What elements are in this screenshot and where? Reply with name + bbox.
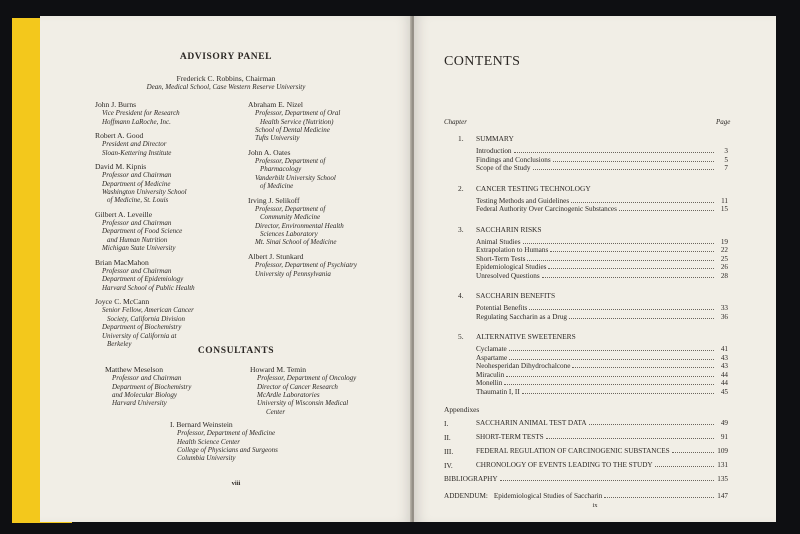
- member-affiliation-line: Professor, Department of Psychiatry: [255, 261, 358, 270]
- toc-entry-page: 33: [720, 304, 728, 312]
- member-affiliation-line: Department of Medicine: [102, 179, 171, 188]
- toc-entry-page: 11: [721, 196, 728, 205]
- toc-entry: [476, 205, 728, 213]
- member-affiliation-line: Professor, Department of: [255, 204, 326, 213]
- toc-entry-page: 26: [720, 263, 728, 271]
- consultant-name: Matthew Meselson: [105, 365, 163, 374]
- chapter-title: CANCER TESTING TECHNOLOGY: [476, 183, 591, 193]
- chapter-label: Chapter: [444, 118, 467, 126]
- advisory-panel-title: ADVISORY PANEL: [179, 52, 273, 62]
- panel-member: [95, 210, 245, 253]
- toc-entry-page: 15: [720, 205, 728, 213]
- chair-affiliation: Dean, Medical School, Case Western Reserve University: [146, 83, 306, 91]
- affiliation-line: University of Wisconsin Medical: [257, 399, 349, 408]
- addendum-page: 147: [717, 492, 728, 500]
- toc-entry: [476, 371, 728, 379]
- toc-entry: [476, 255, 728, 263]
- toc-entry: [476, 197, 728, 205]
- toc-entry-page: 22: [720, 246, 728, 254]
- toc-entry: [476, 304, 728, 312]
- member-affiliation-line: Vanderbilt University School: [255, 173, 336, 182]
- toc-entry: [476, 313, 728, 321]
- member-affiliation-line: Department of Food Science: [102, 227, 183, 236]
- member-name: Irving J. Selikoff: [248, 195, 300, 205]
- toc-entry-title: Thaumatin I, II: [476, 387, 520, 396]
- toc-entry-title: Potential Benefits: [476, 304, 528, 312]
- consultants-title: CONSULTANTS: [197, 346, 275, 356]
- dot-leader: [533, 168, 715, 170]
- consultant-name: I. Bernard Weinstein: [170, 420, 233, 429]
- chapter-title: SUMMARY: [476, 134, 514, 143]
- dot-leader: [500, 479, 714, 481]
- member-affiliation-line: Sciences Laboratory: [260, 230, 318, 239]
- toc-entry-page: 19: [720, 237, 728, 246]
- dot-leader: [506, 375, 714, 377]
- appendix-number: IV.: [444, 461, 453, 470]
- toc-entry: [476, 156, 728, 164]
- member-affiliation-line: Senior Fellow, American Cancer: [102, 306, 194, 315]
- toc-entry-title: Animal Studies: [476, 237, 521, 246]
- member-affiliation-line: Pharmacology: [260, 165, 302, 174]
- member-affiliation-line: Professor and Chairman: [102, 219, 172, 228]
- member-affiliation-line: Berkeley: [107, 339, 132, 348]
- toc-entry: [476, 263, 728, 271]
- toc-entry-page: 41: [720, 345, 728, 353]
- toc-entry-title: Neohesperidan Dihydrochalcone: [476, 362, 571, 370]
- dot-leader: [509, 358, 714, 360]
- member-affiliation-line: University of Pennsylvania: [255, 269, 331, 278]
- member-name: Albert J. Stunkard: [248, 251, 304, 261]
- left-page-number: viii: [231, 480, 241, 487]
- chapter-number: 5.: [458, 332, 464, 341]
- member-affiliation-line: Professor, Department of: [255, 157, 326, 166]
- toc-entry-page: 36: [720, 312, 728, 321]
- toc-entry-title: Unresolved Questions: [476, 271, 540, 280]
- panel-member: [95, 131, 245, 157]
- panel-member: [248, 148, 408, 191]
- toc-entry-title: Testing Methods and Guidelines: [476, 196, 570, 205]
- right-page: [414, 16, 776, 522]
- advisory-right-column: [248, 100, 408, 283]
- toc-entry-title: Federal Authority Over Carcinogenic Substances: [476, 205, 617, 213]
- dot-leader: [571, 201, 714, 203]
- page-label: Page: [716, 118, 731, 126]
- toc-entry-page: 3: [724, 147, 728, 155]
- toc-entry-title: Epidemiological Studies: [476, 263, 547, 271]
- member-affiliation-line: of Medicine, St. Louis: [107, 196, 169, 205]
- dot-leader: [504, 383, 714, 385]
- dot-leader: [509, 349, 714, 351]
- member-affiliation-line: University of California at: [102, 331, 177, 340]
- consultant-affiliation: [170, 429, 340, 463]
- dot-leader: [550, 250, 714, 252]
- dot-leader: [514, 151, 714, 153]
- toc-entry-page: 44: [720, 379, 728, 387]
- dot-leader: [546, 437, 714, 439]
- toc-entry-page: 7: [724, 164, 728, 172]
- affiliation-line: McArdle Laboratories: [257, 391, 320, 400]
- dot-leader: [604, 496, 714, 498]
- toc-entry-title: Scope of the Study: [476, 164, 531, 172]
- affiliation-line: Department of Biochemistry: [112, 382, 192, 391]
- dot-leader: [527, 259, 714, 261]
- addendum-label: ADDENDUM:: [444, 492, 488, 500]
- affiliation-line: Professor, Department of Oncology: [257, 374, 357, 383]
- toc-entry-title: Regulating Saccharin as a Drug: [476, 312, 568, 321]
- member-name: David M. Kipnis: [95, 162, 147, 172]
- member-affiliation-line: Department of Biochemistry: [102, 323, 182, 332]
- member-affiliation-line: Professor and Chairman: [102, 171, 172, 180]
- dot-leader: [655, 465, 714, 467]
- appendix-number: II.: [444, 433, 451, 442]
- toc-entry: [476, 272, 728, 280]
- appendix-entry: [476, 447, 728, 455]
- toc-entry-title: Aspartame: [476, 353, 508, 362]
- affiliation-line: Center: [266, 407, 286, 416]
- dot-leader: [572, 366, 714, 368]
- affiliation-line: Director of Cancer Research: [257, 382, 338, 391]
- member-name: John J. Burns: [95, 100, 137, 109]
- bibliography-page: 135: [717, 475, 728, 483]
- panel-member: [95, 297, 245, 348]
- toc-entry: [476, 147, 728, 155]
- toc-entry-page: 28: [720, 271, 728, 280]
- toc-entry-page: 43: [720, 362, 728, 370]
- dot-leader: [619, 209, 714, 211]
- toc-entry-page: 43: [720, 353, 728, 362]
- toc-entry-title: Monellin: [476, 379, 503, 387]
- toc-entry: [476, 388, 728, 396]
- consultant-affiliation: [250, 374, 410, 416]
- consultant-name: Howard M. Temin: [250, 365, 307, 374]
- appendix-title: FEDERAL REGULATION OF CARCINOGENIC SUBSTANCES: [476, 447, 670, 455]
- panel-member: [248, 252, 408, 278]
- dot-leader: [522, 392, 714, 394]
- dot-leader: [569, 317, 714, 319]
- dot-leader: [589, 423, 714, 425]
- member-affiliation-line: Society, California Division: [107, 314, 185, 323]
- toc-entry-title: Cyclamate: [476, 345, 507, 353]
- bibliography-entry: [444, 475, 728, 483]
- member-affiliation-line: Department of Epidemiology: [102, 275, 184, 284]
- member-affiliation-line: Director, Environmental Health: [255, 221, 344, 230]
- affiliation-line: and Molecular Biology: [112, 391, 177, 400]
- appendix-page: 109: [717, 447, 728, 455]
- appendix-entry: [476, 419, 728, 427]
- member-affiliation-line: Professor and Chairman: [102, 266, 172, 275]
- dot-leader: [529, 308, 714, 310]
- affiliation-line: Columbia University: [177, 454, 236, 463]
- panel-member: [248, 100, 408, 143]
- consultant-right: [250, 365, 410, 416]
- member-affiliation-line: Tufts University: [255, 134, 300, 143]
- bibliography-title: BIBLIOGRAPHY: [444, 475, 498, 483]
- dot-leader: [542, 276, 714, 278]
- toc-entry-title: Miraculin: [476, 370, 505, 379]
- appendix-page: 131: [717, 461, 728, 469]
- member-name: Abraham E. Nizel: [248, 100, 304, 109]
- member-list-right: [248, 100, 408, 278]
- appendix-title: SHORT-TERM TESTS: [476, 433, 544, 441]
- member-affiliation-line: President and Director: [102, 140, 167, 149]
- dot-leader: [548, 267, 714, 269]
- chapter-title: SACCHARIN RISKS: [476, 224, 542, 234]
- affiliation-line: Professor, Department of Medicine: [177, 429, 276, 438]
- toc-entry: [476, 164, 728, 172]
- appendixes-label: Appendixes: [444, 405, 480, 414]
- toc-entry: [476, 379, 728, 387]
- member-affiliation-line: Professor, Department of Oral: [255, 109, 341, 118]
- appendix-entry: [476, 433, 728, 441]
- member-name: Robert A. Good: [95, 131, 144, 141]
- addendum-title: Epidemiological Studies of Saccharin: [493, 492, 603, 500]
- chapter-title: ALTERNATIVE SWEETENERS: [476, 332, 576, 341]
- member-name: Brian MacMahon: [95, 257, 149, 267]
- chapter-number: 1.: [458, 134, 464, 143]
- consultant-center: [170, 420, 340, 463]
- member-affiliation-line: Mt. Sinai School of Medicine: [255, 238, 337, 247]
- member-affiliation-line: Sloan-Kettering Institute: [102, 148, 172, 157]
- toc-entry: [476, 354, 728, 362]
- appendix-title: SACCHARIN ANIMAL TEST DATA: [476, 419, 587, 427]
- appendix-entry: [476, 461, 728, 469]
- member-affiliation-line: Vice President for Research: [102, 109, 180, 118]
- toc-entry-page: 45: [720, 387, 728, 396]
- member-affiliation-line: Harvard School of Public Health: [102, 283, 195, 292]
- member-name: Joyce C. McCann: [95, 297, 150, 307]
- toc-entry-title: Findings and Conclusions: [476, 155, 551, 164]
- panel-member: [95, 100, 245, 126]
- affiliation-line: College of Physicians and Surgeons: [177, 446, 278, 455]
- panel-member: [95, 162, 245, 205]
- appendix-number: III.: [444, 447, 454, 456]
- appendix-page: 49: [720, 419, 728, 427]
- affiliation-line: Harvard University: [112, 399, 167, 408]
- member-affiliation-line: Community Medicine: [260, 213, 321, 222]
- toc-entry: [476, 246, 728, 254]
- member-name: Gilbert A. Leveille: [95, 209, 153, 219]
- member-affiliation-line: and Human Nutrition: [107, 235, 168, 244]
- appendix-title: CHRONOLOGY OF EVENTS LEADING TO THE STUDY: [476, 461, 653, 469]
- toc-entry: [476, 238, 728, 246]
- member-affiliation-line: School of Dental Medicine: [255, 126, 330, 135]
- member-affiliation-line: Hoffmann LaRoche, Inc.: [102, 117, 171, 126]
- panel-member: [95, 258, 245, 292]
- member-affiliation-line: Health Service (Nutrition): [260, 117, 334, 126]
- chapter-number: 4.: [458, 291, 464, 300]
- member-list-left: [95, 100, 245, 348]
- chapter-number: 3.: [458, 224, 464, 234]
- toc-entry: [476, 345, 728, 353]
- consultant-affiliation: [105, 374, 245, 408]
- addendum-entry: [444, 492, 728, 500]
- appendix-number: I.: [444, 419, 449, 428]
- member-affiliation-line: Washington University School: [102, 188, 187, 197]
- toc-entry-title: Extrapolation to Humans: [476, 246, 549, 254]
- consultant-left: [105, 365, 245, 408]
- affiliation-line: Health Science Center: [177, 437, 240, 446]
- member-affiliation-line: of Medicine: [260, 182, 294, 191]
- chapter-number: 2.: [458, 183, 464, 193]
- toc-entry-title: Short-Term Tests: [476, 254, 526, 263]
- toc-entry-page: 5: [724, 155, 728, 164]
- dot-leader: [553, 160, 714, 162]
- appendix-page: 91: [720, 433, 728, 441]
- advisory-left-column: [95, 100, 245, 353]
- chair-name: Frederick C. Robbins, Chairman: [176, 74, 276, 83]
- right-page-number: ix: [592, 502, 598, 509]
- toc-entry-page: 25: [720, 254, 728, 263]
- toc-entry: [476, 362, 728, 370]
- contents-title: CONTENTS: [444, 54, 521, 69]
- member-name: John A. Oates: [248, 147, 291, 157]
- affiliation-line: Professor and Chairman: [112, 374, 182, 383]
- chapter-title: SACCHARIN BENEFITS: [476, 291, 556, 300]
- panel-member: [248, 196, 408, 247]
- left-page: [40, 16, 412, 522]
- member-affiliation-line: Michigan State University: [102, 244, 176, 253]
- dot-leader: [523, 242, 714, 244]
- dot-leader: [672, 451, 714, 453]
- toc-entry-page: 44: [720, 370, 728, 379]
- toc-entry-title: Introduction: [476, 147, 512, 155]
